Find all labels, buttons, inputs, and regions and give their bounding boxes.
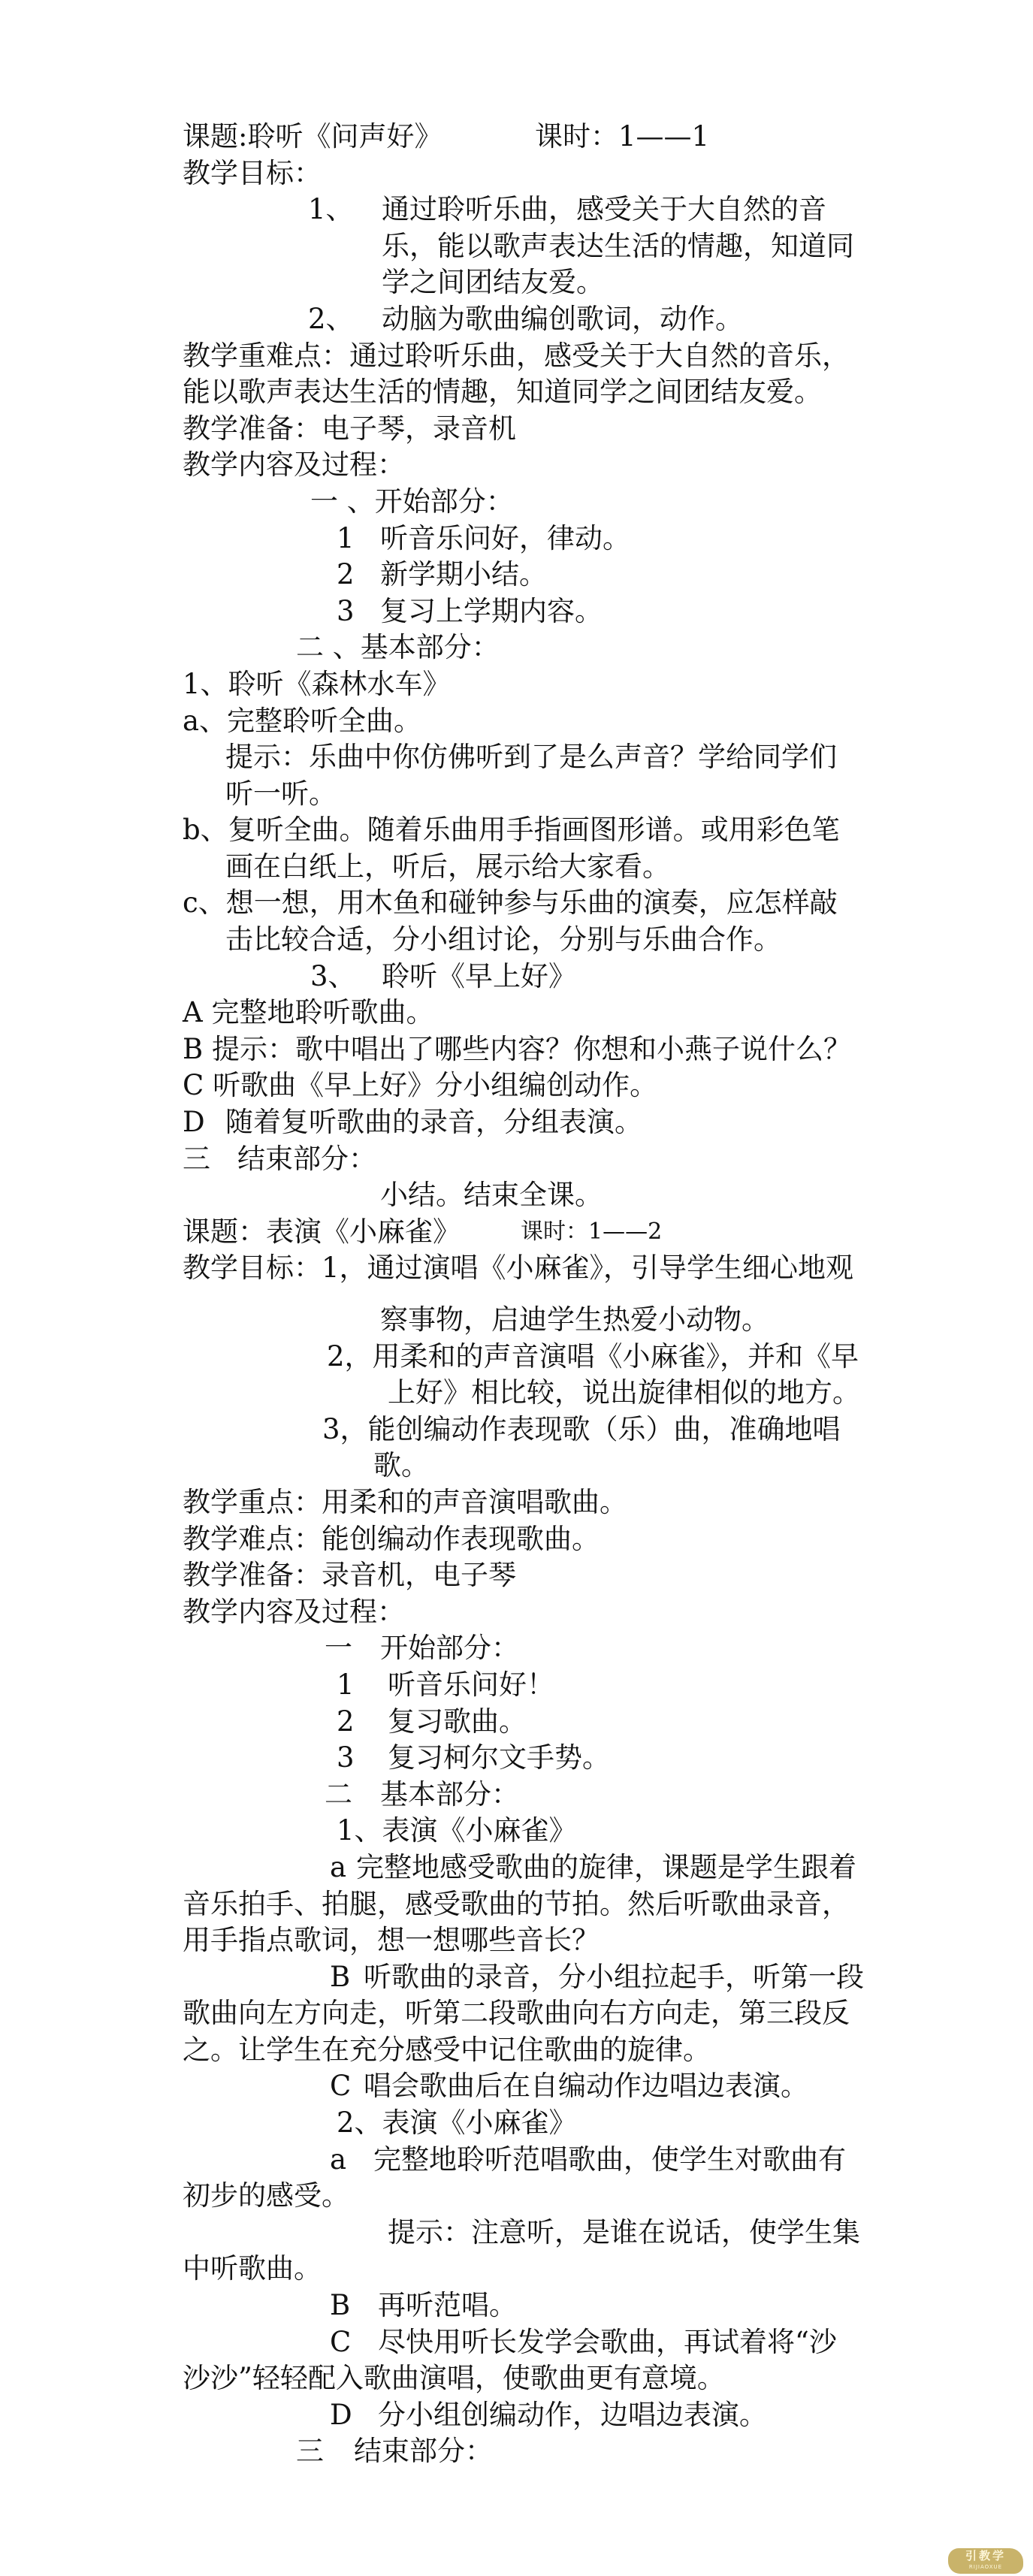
line-text: 完整地聆听范唱歌曲，使学生对歌曲有 (373, 2143, 846, 2176)
lesson2-line (0, 1922, 1033, 1959)
lesson1-line (0, 119, 1033, 156)
lesson2-line (0, 1557, 1033, 1594)
line-label: 2 (337, 1705, 355, 1738)
lesson1-line (0, 922, 1033, 959)
line-text: 基本部分： (380, 1777, 519, 1810)
line-text: 课时：1——1 (535, 120, 710, 153)
lesson1-line (0, 849, 1033, 886)
line-text: 动脑为歌曲编创歌词，动作。 (382, 302, 743, 335)
line-text: 2、表演《小麻雀》 (337, 2106, 577, 2140)
line-text: 音乐拍手、拍腿，感受歌曲的节拍。然后听歌曲录音， (183, 1887, 850, 1920)
line-text: 歌曲向左方向走，听第二段歌曲向右方向走，第三段反 (183, 1997, 850, 2030)
line-text: 教学准备：录音机，电子琴 (183, 1559, 516, 1592)
lesson2-line (0, 1484, 1033, 1521)
lesson1-line (0, 264, 1033, 301)
lesson-plan-document (0, 119, 1033, 2470)
watermark-logo-text: 引教学 (965, 2549, 1006, 2562)
lesson2-line (0, 2360, 1033, 2397)
line-label: C (330, 2325, 352, 2358)
line-label: 三 (183, 1142, 210, 1175)
line-text: 教学重难点：通过聆听乐曲，感受关于大自然的音乐， (183, 339, 850, 372)
line-text: 沙沙”轻轻配入歌曲演唱，使歌曲更有意境。 (183, 2362, 725, 2395)
line-text: 听一听。 (225, 777, 337, 810)
line-text: 初步的感受。 (183, 2179, 349, 2212)
lesson1-line (0, 703, 1033, 740)
line-label: 2 (337, 558, 355, 591)
lesson2-line (0, 1704, 1033, 1741)
line-text: 一 、开始部分： (310, 485, 514, 518)
lesson2-line (0, 1521, 1033, 1558)
lesson1-line (0, 192, 1033, 228)
line-label: 3 (337, 594, 355, 627)
line-text: 结束部分： (237, 1142, 376, 1175)
lesson1-line (0, 812, 1033, 849)
line-text: 提示：乐曲中你仿佛听到了是么声音？学给同学们 (225, 741, 837, 774)
line-text: 开始部分： (380, 1632, 519, 1665)
lesson2-line (0, 1813, 1033, 1850)
line-text: 提示：注意听，是谁在说话，使学生集 (388, 2215, 860, 2248)
lesson1-line (0, 228, 1033, 265)
lesson1-line (0, 301, 1033, 338)
lesson1-line (0, 959, 1033, 995)
line-label: C (330, 2070, 352, 2103)
lesson1-line (0, 557, 1033, 593)
lesson1-line (0, 739, 1033, 776)
line-text: 二 、基本部分： (296, 631, 500, 664)
lesson1-line (0, 995, 1033, 1031)
line-text: c、想一想，用木鱼和碰钟参与乐曲的演奏，应怎样敲 (183, 886, 838, 920)
lesson2-line (0, 2142, 1033, 2179)
lesson1-line (0, 1104, 1033, 1141)
line-text: 能以歌声表达生活的情趣，知道同学之间团结友爱。 (183, 376, 822, 409)
lesson2-line (0, 1375, 1033, 1412)
line-label: 二 (325, 1777, 352, 1810)
line-text: a、完整聆听全曲。 (183, 704, 422, 737)
lesson2-line (0, 2251, 1033, 2288)
lesson2-line (0, 2178, 1033, 2215)
line-label: 三 (296, 2435, 324, 2468)
lesson1-line (0, 1068, 1033, 1104)
lesson1-line (0, 484, 1033, 521)
line-label: 3 (337, 1741, 355, 1774)
watermark-logo-subtext: RIJIAOXUE (968, 2564, 1003, 2570)
lesson1-line (0, 885, 1033, 922)
lesson2-line (0, 2068, 1033, 2105)
line-label: D (330, 2398, 352, 2431)
lesson2-line (0, 2324, 1033, 2361)
lesson2-line (0, 1302, 1033, 1339)
lesson1-line (0, 593, 1033, 630)
line-label: 1、 (308, 193, 354, 226)
line-label: D (183, 1106, 205, 1139)
line-label: 一 (325, 1632, 352, 1665)
lesson2-line (0, 1667, 1033, 1704)
line-text: 学之间团结友爱。 (382, 266, 604, 299)
lesson1-line (0, 156, 1033, 192)
line-text: 听音乐问好！ (388, 1668, 554, 1701)
line-text: 通过聆听乐曲，感受关于大自然的音 (382, 193, 826, 226)
line-text: 复习上学期内容。 (380, 594, 603, 627)
line-label: 1 (337, 521, 355, 554)
line-text: 小结。结束全课。 (380, 1179, 603, 1212)
line-text: 教学目标： (183, 156, 322, 189)
lesson2-line (0, 2032, 1033, 2069)
line-text: 聆听《早上好》 (382, 959, 576, 992)
line-text: 复习柯尔文手势。 (388, 1741, 610, 1774)
line-text: A 完整地聆听歌曲。 (183, 996, 434, 1029)
line-text: 教学重点：用柔和的声音演唱歌曲。 (183, 1485, 627, 1518)
line-label: a (330, 1850, 347, 1883)
line-text: 用手指点歌词，想一想哪些音长？ (183, 1924, 600, 1957)
line-text: 上好》相比较，说出旋律相似的地方。 (388, 1376, 860, 1409)
line-text: 教学准备：电子琴，录音机 (183, 412, 516, 445)
lesson1-line (0, 411, 1033, 448)
lesson2-line (0, 1850, 1033, 1886)
line-text: 尽快用听长发学会歌曲，再试着将“沙 (378, 2325, 837, 2358)
lesson2-line (0, 2433, 1033, 2470)
lesson1-line (0, 1031, 1033, 1068)
lesson2-line (0, 2288, 1033, 2324)
line-label: B (330, 1960, 351, 1993)
line-text: 复习歌曲。 (388, 1705, 527, 1738)
lesson1-line (0, 374, 1033, 411)
lesson2-line (0, 1214, 1033, 1251)
line-label: B (330, 2289, 351, 2322)
lesson2-line (0, 1594, 1033, 1631)
line-label: a (330, 2143, 347, 2176)
lesson1-line (0, 630, 1033, 666)
line-text: 听歌曲的录音，分小组拉起手，听第一段 (364, 1960, 864, 1993)
line-label: 1 (337, 1668, 355, 1701)
lesson1-line (0, 1141, 1033, 1178)
line-text: 完整地感受歌曲的旋律，课题是学生跟着 (356, 1850, 856, 1883)
line-text: 画在白纸上，听后，展示给大家看。 (225, 850, 670, 883)
line-text: 乐，能以歌声表达生活的情趣，知道同 (382, 229, 854, 262)
lesson2-line (0, 1740, 1033, 1777)
lesson2-line (0, 2397, 1033, 2434)
line-text: 课时：1——2 (521, 1218, 663, 1245)
lesson2-line (0, 1959, 1033, 1996)
line-text: 新学期小结。 (380, 558, 547, 591)
line-text: 歌。 (373, 1449, 429, 1482)
lesson2-line (0, 1448, 1033, 1484)
line-text: B 提示：歌中唱出了哪些内容？你想和小燕子说什么？ (183, 1032, 851, 1065)
line-text: 1、聆听《森林水车》 (183, 667, 451, 700)
line-text: 2，用柔和的声音演唱《小麻雀》，并和《早 (327, 1339, 859, 1373)
line-text: b、复听全曲。随着乐曲用手指画图形谱。或用彩色笔 (183, 814, 840, 847)
line-text: 分小组创编动作，边唱边表演。 (378, 2398, 767, 2431)
lesson2-line (0, 1886, 1033, 1923)
line-text: 随着复听歌曲的录音，分组表演。 (225, 1106, 642, 1139)
lesson1-line (0, 447, 1033, 484)
lesson1-line (0, 521, 1033, 557)
line-label: 2、 (308, 302, 354, 335)
line-text: 听音乐问好，律动。 (380, 521, 630, 554)
line-text: 之。让学生在充分感受中记住歌曲的旋律。 (183, 2033, 711, 2066)
line-label: 课题:聆听《问声好》 (183, 120, 442, 153)
line-text: 教学内容及过程： (183, 448, 405, 482)
lesson2-line (0, 2215, 1033, 2251)
line-label: 3、 (310, 959, 356, 992)
lesson1-line (0, 776, 1033, 813)
lesson2-line (0, 1777, 1033, 1813)
line-text: 再听范唱。 (378, 2289, 517, 2322)
line-text: 3，能创编动作表现歌（乐）曲，准确地唱 (322, 1412, 841, 1445)
line-text: 1、表演《小麻雀》 (337, 1814, 577, 1847)
line-text: 唱会歌曲后在自编动作边唱边表演。 (364, 2070, 808, 2103)
lesson1-line (0, 666, 1033, 703)
lesson2-line (0, 1412, 1033, 1448)
line-text: 察事物，启迪学生热爱小动物。 (380, 1303, 769, 1336)
line-text: 教学难点：能创编动作表现歌曲。 (183, 1522, 600, 1555)
lesson2-line (0, 1995, 1033, 2032)
lesson1-line (0, 1177, 1033, 1214)
line-label: 课题：表演《小麻雀》 (183, 1215, 461, 1248)
line-text: C 听歌曲《早上好》分小组编创动作。 (183, 1069, 658, 1102)
lesson2-line (0, 1250, 1033, 1287)
lesson2-line (0, 2105, 1033, 2142)
line-text: 中听歌曲。 (183, 2252, 322, 2285)
line-text: 教学内容及过程： (183, 1595, 405, 1628)
watermark-logo (948, 2548, 1023, 2574)
lesson1-line (0, 338, 1033, 375)
lesson2-line (0, 1630, 1033, 1667)
line-text: 教学目标：1，通过演唱《小麻雀》，引导学生细心地观 (183, 1252, 854, 1285)
line-text: 击比较合适，分小组讨论，分别与乐曲合作。 (225, 923, 781, 956)
line-text: 结束部分： (354, 2435, 493, 2468)
lesson2-line (0, 1339, 1033, 1376)
